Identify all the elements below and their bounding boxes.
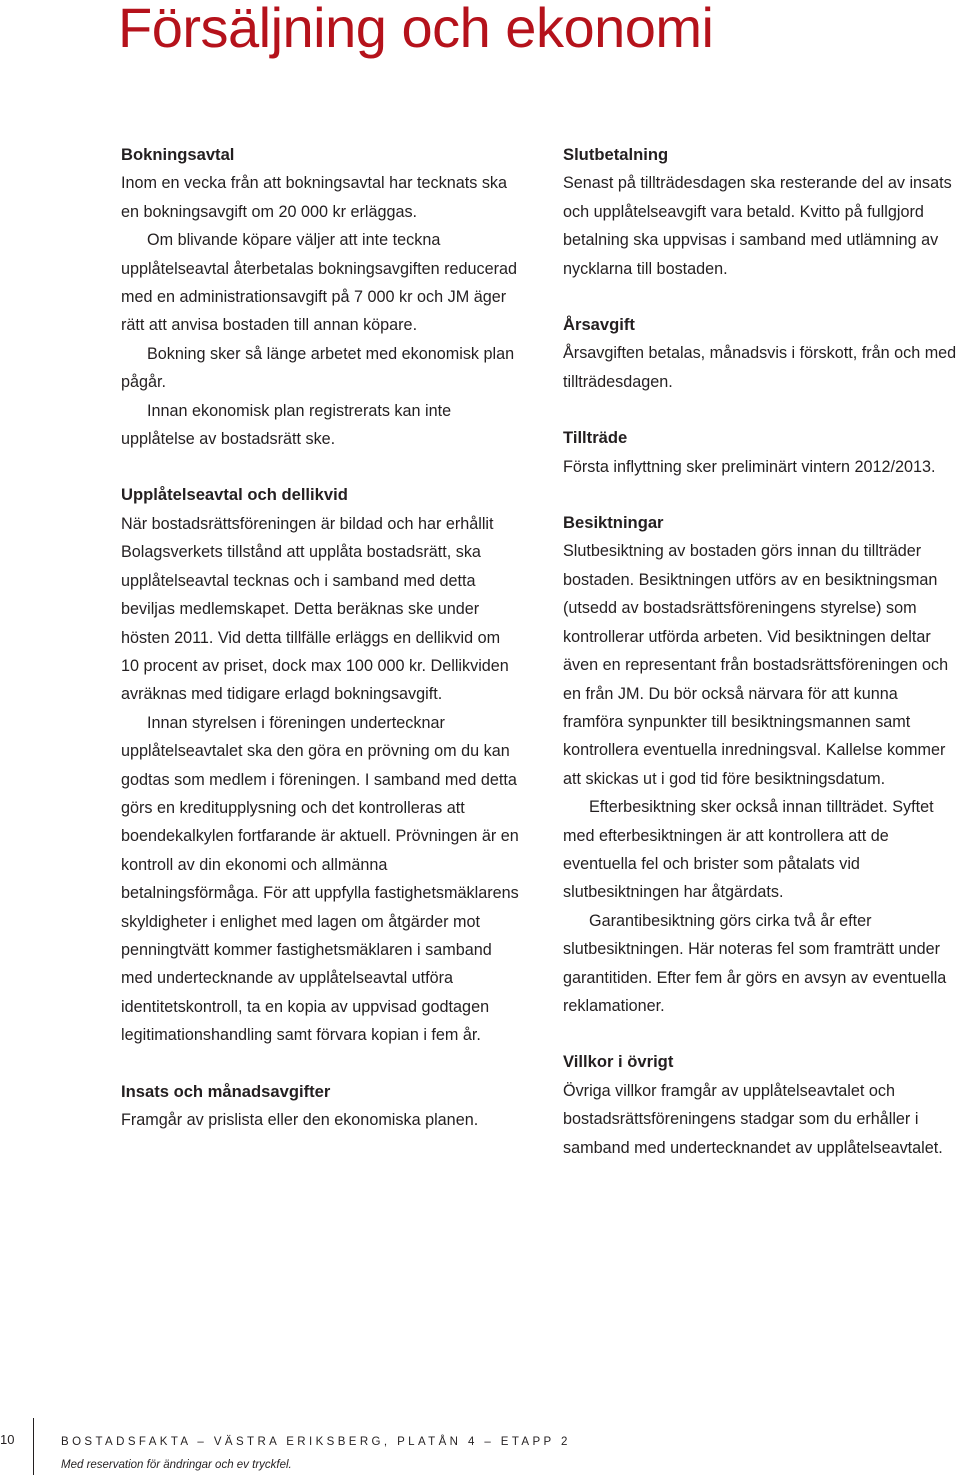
paragraph: Bokning sker så länge arbetet med ekonomisk plan pågår. (121, 344, 515, 392)
page-title: Försäljning och ekonomi (118, 0, 714, 59)
paragraph: Innan styrelsen i föreningen undertecknar upplåtelseavtalet ska den göra en prövning om du kan godtas som medlem i föreningen. I samband med detta görs en kreditupplysning och det kontrolleras att boendekalkylen fortfarande är aktuell. Prövningen är en kontroll av din ekonomi och allmänna betalningsförmåga. För att uppfylla fastighetsmäklarens skyldigheter i enlighet med lagen om åtgärder mot penningtvätt kommer fastighetsmäklaren i samband med undertecknande av upplåtelseavtal utföra identitetskontroll, ta en kopia av uppvisad godtagen legitimationshandling samt förvara kopian i fem år. (121, 713, 519, 1045)
section-heading: Insats och månadsavgifter (121, 1081, 331, 1101)
section-tilltrade (563, 424, 959, 481)
paragraph: Övriga villkor framgår av upplåtelseavtalet och bostadsrättsföreningens stadgar som du erhåller i samband med undertecknandet av upplåtelseavtalet. (563, 1081, 943, 1157)
paragraph: Årsavgiften betalas, månadsvis i förskott, från och med tillträdesdagen. (563, 344, 957, 391)
section-heading: Årsavgift (563, 315, 635, 335)
section-upplatelseavtal (121, 481, 521, 1049)
paragraph: Första inflyttning sker preliminärt vintern 2012/2013. (563, 457, 936, 476)
section-slutbetalning (563, 141, 959, 283)
right-column (563, 141, 959, 1190)
reservation-note: Med reservation för ändringar och ev tryckfel. (61, 1459, 292, 1471)
left-column (121, 141, 521, 1162)
section-besiktningar (563, 509, 959, 1020)
paragraph: Garantibesiktning görs cirka två år efter slutbesiktningen. Här noteras fel som framträtt under garantitiden. Efter fem år görs en avsyn av eventuella reklamationer. (563, 911, 947, 1015)
section-heading: Upplåtelseavtal och dellikvid (121, 485, 348, 505)
paragraph: Inom en vecka från att bokningsavtal har tecknats ska en bokningsavgift om 20 000 kr erläggas. (121, 174, 508, 221)
section-insats (121, 1078, 521, 1135)
section-bokningsavtal (121, 141, 521, 453)
paragraph: Efterbesiktning sker också innan tillträdet. Syftet med efterbesiktningen är att kontrollera att de eventuella fel och brister som påtalats vid slutbesiktningen har åtgärdats. (563, 798, 934, 902)
paragraph: När bostadsrättsföreningen är bildad och har erhållit Bolagsverkets tillstånd att upplåta bostadsrätt, ska upplåtelseavtal tecknas och i samband med detta beviljas medlemskapet. Detta beräknas ske under hösten 2011. Vid detta tillfälle erläggs en dellikvid om 10 procent av priset, dock max 100 000 kr. Dellikviden avräknas med tidigare erlagd bokningsavgift. (121, 514, 509, 704)
section-heading: Bokningsavtal (121, 145, 235, 164)
paragraph: Senast på tillträdesdagen ska resterande del av insats och upplåtelseavgift vara betald. Kvitto på fullgjord betalning ska uppvisas i samband med utlämning av nycklarna till bostaden. (563, 174, 952, 278)
section-heading: Villkor i övrigt (563, 1052, 674, 1072)
section-villkor (563, 1048, 959, 1162)
page-number: 10 (0, 1432, 15, 1447)
section-heading: Besiktningar (563, 513, 664, 533)
paragraph: Om blivande köpare väljer att inte teckna upplåtelseavtal återbetalas bokningsavgiften reducerad med en administrationsavgift på 7 000 kr och JM äger rätt att anvisa bostaden till annan köpare. (121, 231, 517, 335)
footer-divider (33, 1418, 34, 1475)
section-heading: Slutbetalning (563, 145, 669, 164)
running-title: BOSTADSFAKTA – VÄSTRA ERIKSBERG, PLATÅN 4 – ETAPP 2 (61, 1436, 571, 1448)
section-heading: Tillträde (563, 428, 628, 448)
paragraph: Innan ekonomisk plan registrerats kan inte upplåtelse av bostadsrätt ske. (121, 401, 452, 449)
section-arsavgift (563, 311, 959, 396)
paragraph: Slutbesiktning av bostaden görs innan du tillträder bostaden. Besiktningen utförs av en besiktningsman (utsedd av bostadsrättsföreningens styrelse) som kontrollerar utförda arbeten. Vid besiktningen deltar även en representant från bostadsrättsföreningen och en från JM. Du bör också närvara för att kunna framföra synpunkter till besiktningsmannen samt kontrollera eventuella inredningsval. Kallelse kommer att skickas ut i god tid före besiktningsdatum. (563, 542, 949, 788)
paragraph: Framgår av prislista eller den ekonomiska planen. (121, 1111, 479, 1129)
